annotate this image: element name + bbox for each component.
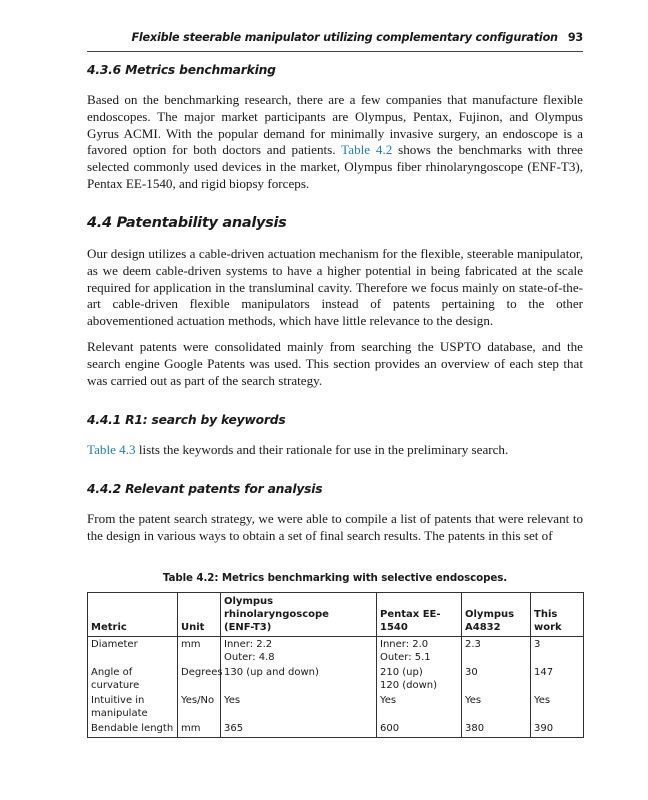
paragraph-text: Based on the benchmarking research, there are a few companies that manufacture flexible endoscopes. The major market participants are Olympus, Pentax, Fujinon, and Olympus Gyrus ACMI. With the popular demand for minimally invasive surgery, an endoscope is a favored option for both doctors and patients. (87, 92, 583, 158)
cell-olympus-a4832: 380 (462, 721, 531, 738)
header-olympus-enf-t3: Olympus rhinolaryngoscope (ENF-T3) (221, 593, 377, 637)
cell-unit: Degrees (178, 665, 221, 693)
cell-this-work: 3 (531, 637, 584, 666)
paragraph-search-keywords (87, 442, 583, 459)
header-this-work: This work (531, 593, 584, 637)
cell-olympus-enf: Inner: 2.2 Outer: 4.8 (221, 637, 377, 666)
cell-olympus-a4832: 30 (462, 665, 531, 693)
section-heading-4-4-1: 4.4.1 R1: search by keywords (87, 413, 286, 427)
running-head (131, 31, 583, 44)
running-title: Flexible steerable manipulator utilizing complementary configuration (131, 31, 558, 44)
cell-this-work: Yes (531, 693, 584, 721)
table-header-row (88, 593, 584, 637)
cell-metric: Diameter (88, 637, 178, 666)
cell-metric: Angle of curvature (88, 665, 178, 693)
header-rule (87, 51, 583, 52)
table-4-2-link[interactable]: Table 4.2 (341, 142, 393, 158)
table-row (88, 665, 584, 693)
paragraph-metrics-benchmarking (87, 92, 583, 193)
cell-metric: Intuitive in manipulate (88, 693, 178, 721)
cell-unit: Yes/No (178, 693, 221, 721)
paragraph-patentability-2: Relevant patents were consolidated mainly from searching the USPTO database, and the search engine Google Patents was used. This section provides an overview of each step that was carried out as part of the search strategy. (87, 339, 583, 388)
header-pentax-ee-1540: Pentax EE-1540 (377, 593, 462, 637)
table-row (88, 721, 584, 738)
cell-olympus-enf: Yes (221, 693, 377, 721)
cell-pentax: Yes (377, 693, 462, 721)
cell-this-work: 147 (531, 665, 584, 693)
cell-this-work: 390 (531, 721, 584, 738)
table-row (88, 637, 584, 666)
cell-olympus-a4832: 2.3 (462, 637, 531, 666)
cell-olympus-enf: 130 (up and down) (221, 665, 377, 693)
paragraph-relevant-patents: From the patent search strategy, we were able to compile a list of patents that were relevant to the design in various ways to obtain a set of final search results. The patents in this set of (87, 511, 583, 543)
cell-unit: mm (178, 637, 221, 666)
header-unit: Unit (178, 593, 221, 637)
cell-unit: mm (178, 721, 221, 738)
table-4-3-link[interactable]: Table 4.3 (87, 442, 136, 457)
paragraph-text: lists the keywords and their rationale for use in the preliminary search. (138, 442, 509, 457)
cell-olympus-a4832: Yes (462, 693, 531, 721)
cell-olympus-enf: 365 (221, 721, 377, 738)
cell-pentax: 600 (377, 721, 462, 738)
cell-metric: Bendable length (88, 721, 178, 738)
section-heading-4-4-2: 4.4.2 Relevant patents for analysis (87, 482, 323, 496)
benchmark-table (87, 592, 584, 738)
paragraph-text: shows the benchmarks with three selected commonly used devices in the market, Olympus fiber rhinolaryngoscope (ENF-T3), Pentax EE-1540, and rigid biopsy forceps. (87, 142, 583, 191)
cell-pentax: Inner: 2.0 Outer: 5.1 (377, 637, 462, 666)
header-olympus-a4832: Olympus A4832 (462, 593, 531, 637)
section-heading-4-3-6: 4.3.6 Metrics benchmarking (87, 63, 276, 77)
table-row (88, 693, 584, 721)
paragraph-patentability-1: Our design utilizes a cable-driven actuation mechanism for the flexible, steerable manipulator, as we deem cable-driven systems to have a higher potential in being fabricated at the scale required for application in the transluminal cavity. Therefore we focus mainly on state-of-the-art cable-driven flexible manipulators instead of patents pertaining to the other abovementioned actuation methods, which have little relevance to the design. (87, 246, 583, 329)
table-caption: Table 4.2: Metrics benchmarking with selective endoscopes. (162, 572, 508, 584)
section-heading-4-4: 4.4 Patentability analysis (87, 215, 287, 231)
header-metric: Metric (88, 593, 178, 637)
page-number: 93 (567, 31, 583, 44)
cell-pentax: 210 (up) 120 (down) (377, 665, 462, 693)
